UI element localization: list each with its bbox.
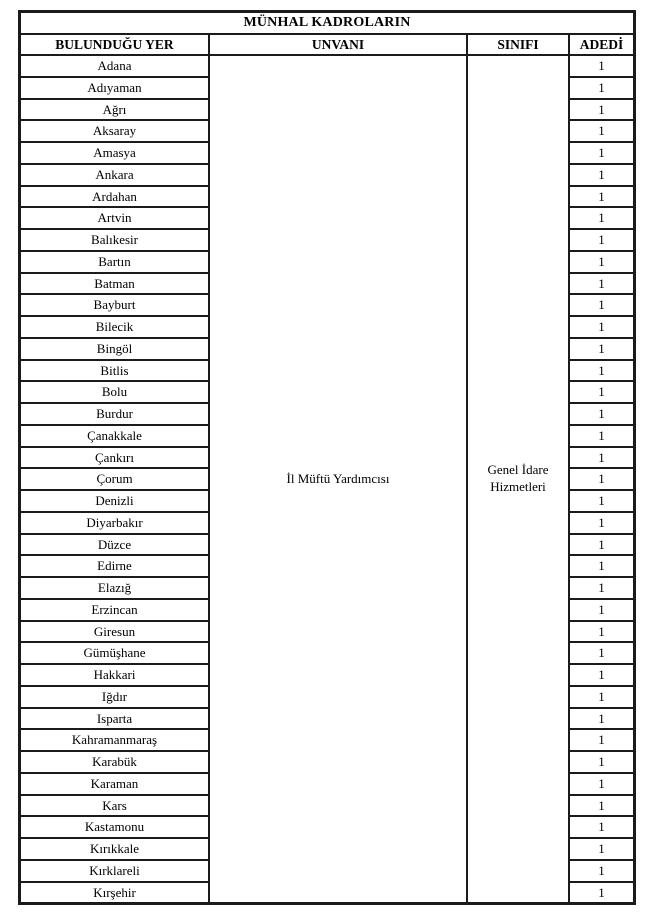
location-cell: Adana: [20, 55, 209, 77]
location-cell: Bingöl: [20, 338, 209, 360]
location-cell: Karaman: [20, 773, 209, 795]
location-cell: Amasya: [20, 142, 209, 164]
table-title: MÜNHAL KADROLARIN: [20, 12, 634, 34]
location-cell: Bayburt: [20, 294, 209, 316]
location-cell: Ağrı: [20, 99, 209, 121]
adet-cell: 1: [569, 55, 634, 77]
location-cell: Gümüşhane: [20, 642, 209, 664]
adet-cell: 1: [569, 316, 634, 338]
adet-cell: 1: [569, 708, 634, 730]
location-cell: Isparta: [20, 708, 209, 730]
adet-cell: 1: [569, 229, 634, 251]
location-cell: Diyarbakır: [20, 512, 209, 534]
location-cell: Aksaray: [20, 120, 209, 142]
location-cell: Elazığ: [20, 577, 209, 599]
adet-cell: 1: [569, 664, 634, 686]
title-row: [20, 12, 634, 34]
adet-cell: 1: [569, 729, 634, 751]
location-cell: Kahramanmaraş: [20, 729, 209, 751]
table-row: [20, 55, 634, 77]
adet-cell: 1: [569, 403, 634, 425]
location-cell: Denizli: [20, 490, 209, 512]
location-cell: Çanakkale: [20, 425, 209, 447]
location-cell: Bilecik: [20, 316, 209, 338]
location-cell: Kars: [20, 795, 209, 817]
location-cell: Adıyaman: [20, 77, 209, 99]
adet-cell: 1: [569, 77, 634, 99]
location-cell: Kırıkkale: [20, 838, 209, 860]
column-header-unvan: UNVANI: [209, 34, 467, 55]
location-cell: Bitlis: [20, 360, 209, 382]
adet-cell: 1: [569, 599, 634, 621]
location-cell: Çankırı: [20, 447, 209, 469]
location-cell: Kırklareli: [20, 860, 209, 882]
adet-cell: 1: [569, 99, 634, 121]
vacancy-table: [18, 10, 636, 905]
adet-cell: 1: [569, 294, 634, 316]
adet-cell: 1: [569, 468, 634, 490]
adet-cell: 1: [569, 512, 634, 534]
location-cell: Edirne: [20, 555, 209, 577]
adet-cell: 1: [569, 490, 634, 512]
adet-cell: 1: [569, 273, 634, 295]
column-header-sinif: SINIFI: [467, 34, 569, 55]
location-cell: Ankara: [20, 164, 209, 186]
adet-cell: 1: [569, 577, 634, 599]
adet-cell: 1: [569, 882, 634, 904]
location-cell: Bartın: [20, 251, 209, 273]
location-cell: Bolu: [20, 381, 209, 403]
adet-cell: 1: [569, 642, 634, 664]
adet-cell: 1: [569, 381, 634, 403]
location-cell: Çorum: [20, 468, 209, 490]
adet-cell: 1: [569, 621, 634, 643]
column-header-adet: ADEDİ: [569, 34, 634, 55]
location-cell: Erzincan: [20, 599, 209, 621]
adet-cell: 1: [569, 120, 634, 142]
location-cell: Batman: [20, 273, 209, 295]
location-cell: Iğdır: [20, 686, 209, 708]
adet-cell: 1: [569, 186, 634, 208]
adet-cell: 1: [569, 838, 634, 860]
column-header-row: [20, 34, 634, 55]
adet-cell: 1: [569, 360, 634, 382]
adet-cell: 1: [569, 207, 634, 229]
adet-cell: 1: [569, 164, 634, 186]
adet-cell: 1: [569, 816, 634, 838]
adet-cell: 1: [569, 751, 634, 773]
location-cell: Burdur: [20, 403, 209, 425]
location-cell: Balıkesir: [20, 229, 209, 251]
location-cell: Düzce: [20, 534, 209, 556]
adet-cell: 1: [569, 251, 634, 273]
adet-cell: 1: [569, 425, 634, 447]
adet-cell: 1: [569, 534, 634, 556]
unvan-merged-cell: İl Müftü Yardımcısı: [209, 55, 467, 903]
adet-cell: 1: [569, 686, 634, 708]
adet-cell: 1: [569, 860, 634, 882]
location-cell: Kırşehir: [20, 882, 209, 904]
location-cell: Kastamonu: [20, 816, 209, 838]
location-cell: Ardahan: [20, 186, 209, 208]
adet-cell: 1: [569, 142, 634, 164]
column-header-location: BULUNDUĞU YER: [20, 34, 209, 55]
sinif-merged-cell: Genel İdare Hizmetleri: [467, 55, 569, 903]
adet-cell: 1: [569, 773, 634, 795]
location-cell: Artvin: [20, 207, 209, 229]
adet-cell: 1: [569, 338, 634, 360]
adet-cell: 1: [569, 555, 634, 577]
adet-cell: 1: [569, 447, 634, 469]
location-cell: Karabük: [20, 751, 209, 773]
table-body: [20, 55, 634, 903]
adet-cell: 1: [569, 795, 634, 817]
location-cell: Hakkari: [20, 664, 209, 686]
location-cell: Giresun: [20, 621, 209, 643]
